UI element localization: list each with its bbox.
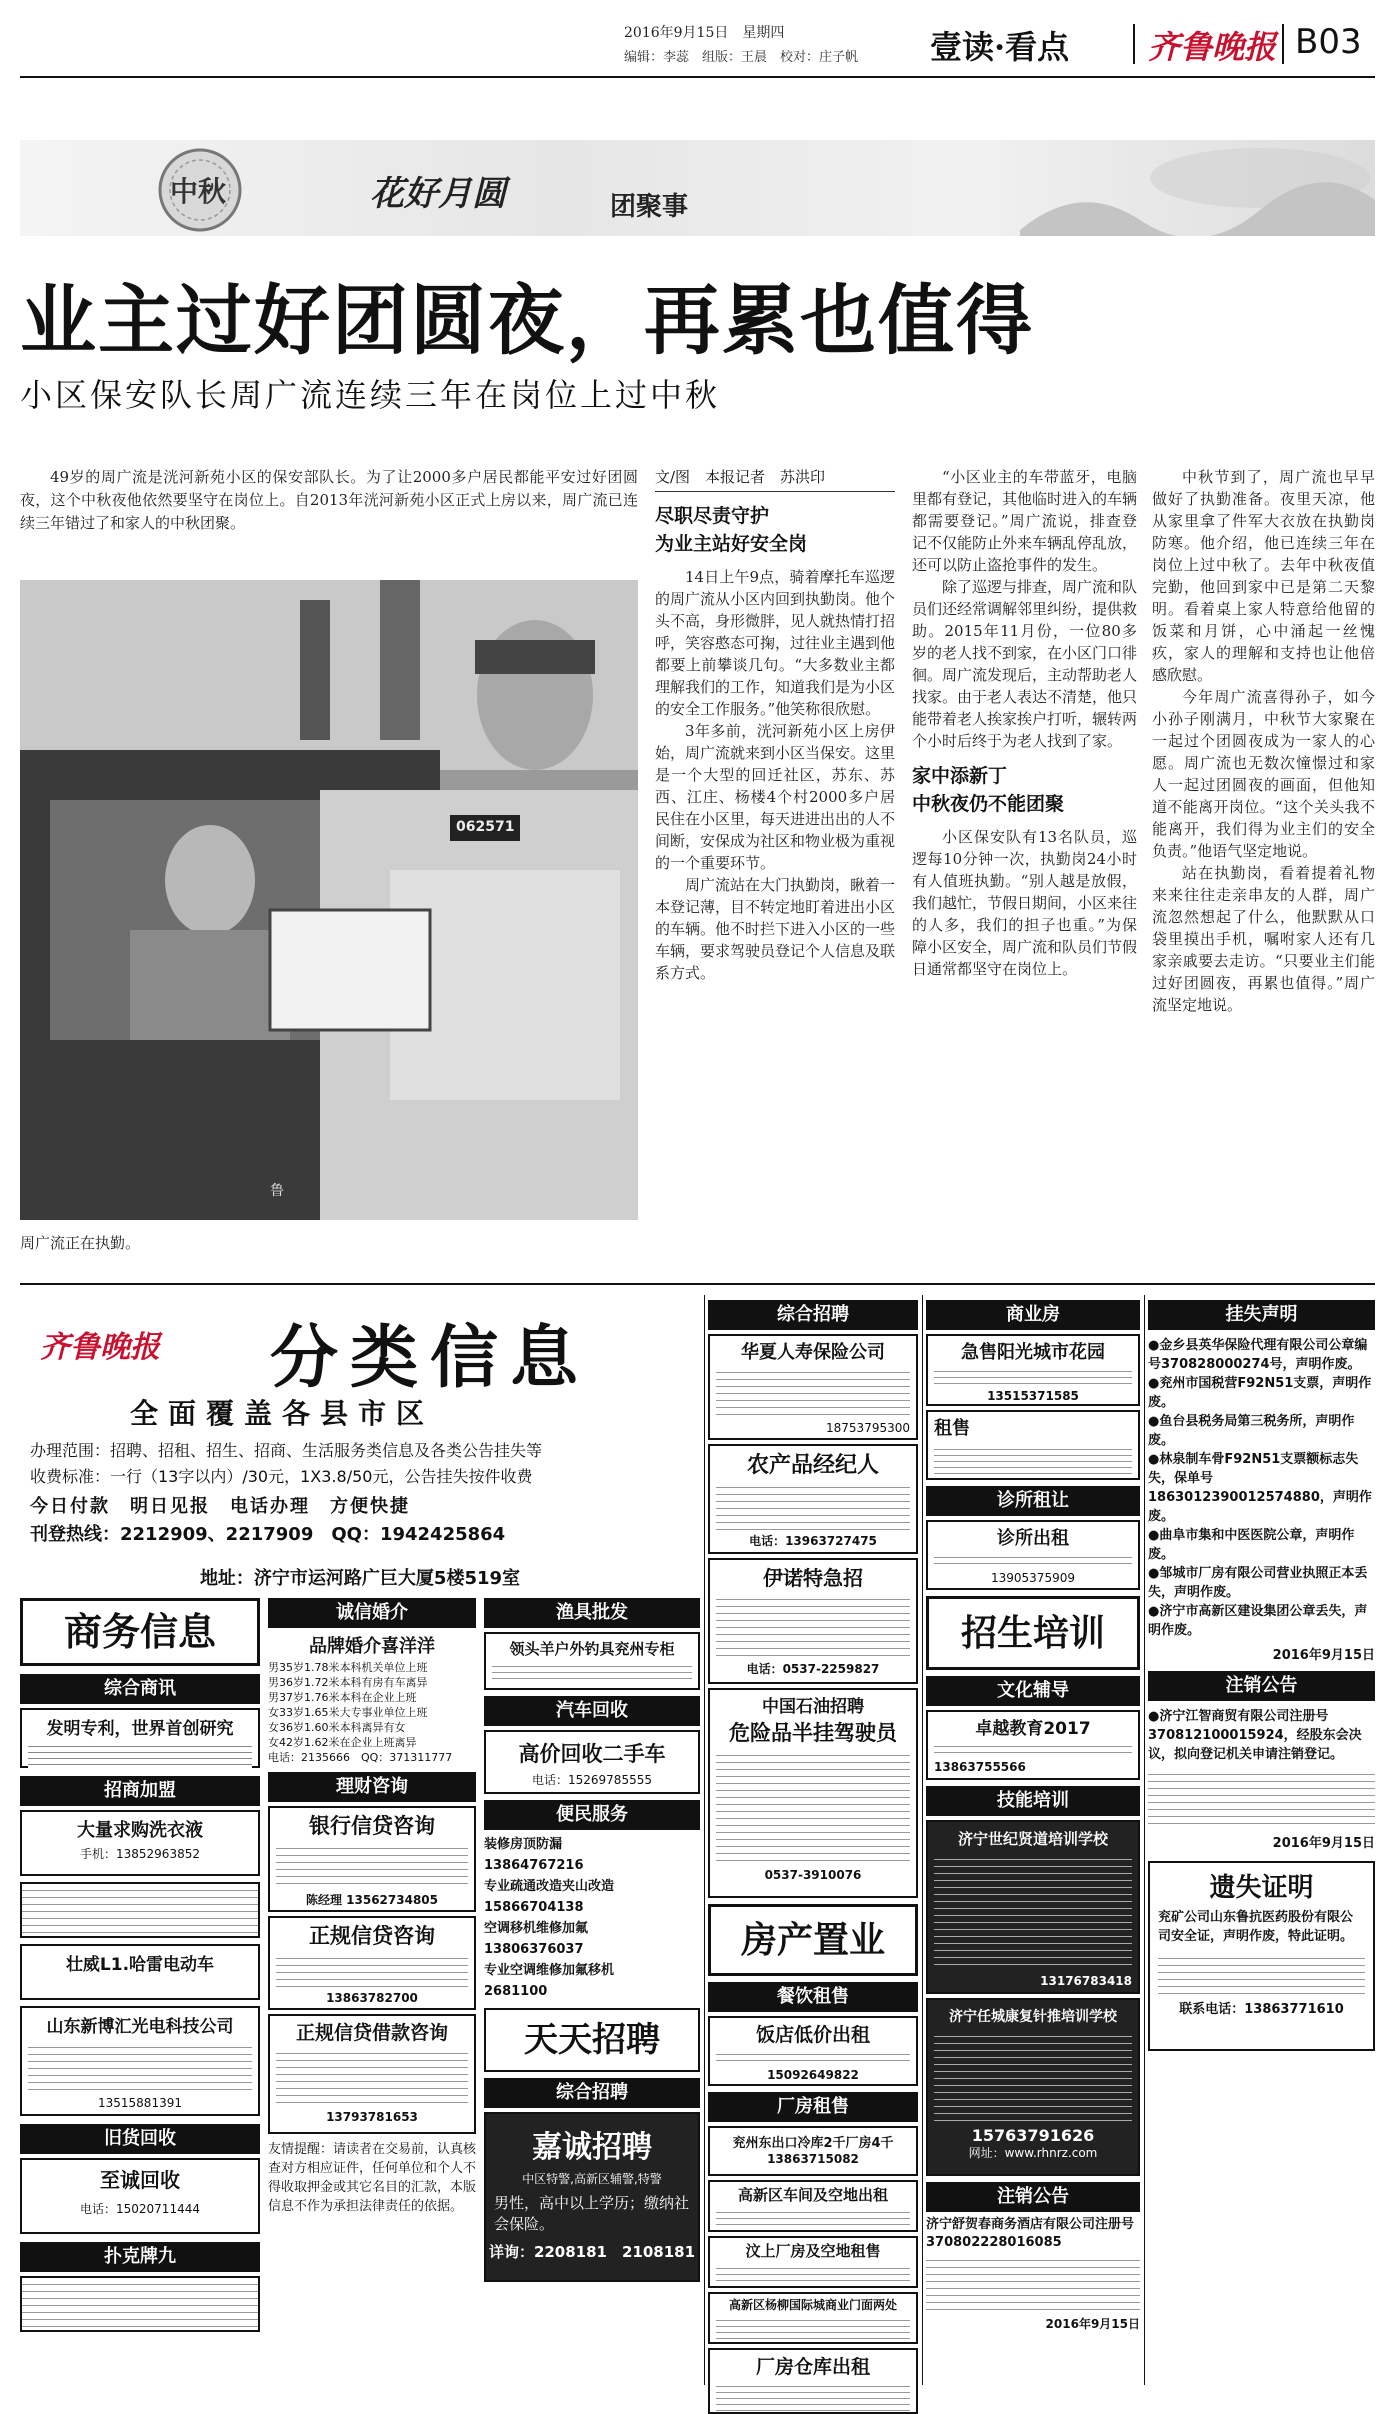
lead-paragraph: 49岁的周广流是洸河新苑小区的保安部队长。为了让2000多户居民都能平安过好团圆夜，这个中秋夜他依然要坚守在岗位上。自2013年洸河新苑小区正式上房以来，周广流已连续三年错过了和家人的中秋团聚。 xyxy=(20,468,638,532)
page-number: B03 xyxy=(1295,22,1362,62)
ad-phone: 0537-3910076 xyxy=(764,1868,862,1882)
lost-notice-item: ●鱼台县税务局第三税务所，声明作废。 xyxy=(1148,1414,1355,1448)
ad-subtitle: 中区特警,高新区辅警,特警 xyxy=(522,2172,662,2186)
ad-phone: 13905375909 xyxy=(991,1571,1075,1585)
fangchan-box xyxy=(708,1904,918,1976)
ad-fine-print xyxy=(276,1842,468,1890)
ad-title: 发明专利，世界首创研究 xyxy=(46,1719,234,1739)
ad-phone: 13176783418 xyxy=(1040,1974,1132,1988)
ad-item xyxy=(268,1806,476,1912)
ad-fine-print xyxy=(716,2263,910,2283)
category-header: 理财咨询 xyxy=(268,1772,476,1802)
ad-title: 嘉诚招聘 xyxy=(532,2130,652,2165)
tiantian-title: 天天招聘 xyxy=(524,2020,660,2060)
plate-text: 鲁 xyxy=(270,1183,284,1199)
section-title: 壹读·看点 xyxy=(930,28,1070,66)
ad-item xyxy=(708,1558,918,1684)
ad-title: 急售阳光城市花园 xyxy=(961,1342,1105,1363)
ad-item xyxy=(708,1444,918,1554)
category-header: 扑克牌九 xyxy=(20,2242,260,2272)
ad-title: 农产品经纪人 xyxy=(746,1453,879,1478)
col4-paragraph: 今年周广流喜得孙子，如今小孙子刚满月，中秋节大家聚在一起过个团圆夜成为一家人的心愿。周广流也无数次憧憬过和家人一起过团圆夜的画面，但他知道不能离开岗位。“这个关头我不能离开，我们得为业主们的安全负责。”他语气坚定地说。 xyxy=(1152,688,1375,860)
ad-item xyxy=(20,2158,260,2234)
ad-item xyxy=(926,1520,1140,1590)
ad-title: 厂房仓库出租 xyxy=(755,2356,870,2378)
match-item: 男37岁1.76米本科在企业上班 xyxy=(268,1691,417,1704)
ad-title: 饭店低价出租 xyxy=(755,2024,870,2046)
ad-title: 济宁世纪贤道培训学校 xyxy=(957,1830,1108,1848)
category-header: 综合招聘 xyxy=(708,1300,918,1330)
badge-number: 062571 xyxy=(456,819,515,835)
lost-notice-item: ●邹城市厂房有限公司营业执照正本丢失，声明作废。 xyxy=(1148,1566,1368,1600)
ad-phone: 13793781653 xyxy=(326,2110,418,2124)
slogan: 今日付款 明日见报 电话办理 方便快捷 xyxy=(30,1496,410,1517)
ad-fine-print xyxy=(716,1481,910,1531)
festival-banner xyxy=(20,140,1375,236)
brand-logo: 齐鲁晚报 xyxy=(40,1330,160,1365)
ad-title: 壮威L1.哈雷电动车 xyxy=(65,1955,215,1975)
category-header: 综合商讯 xyxy=(20,1674,260,1704)
shangwu-title: 商务信息 xyxy=(63,1609,216,1654)
ad-title: 银行信贷咨询 xyxy=(309,1814,435,1838)
ad-column-5 xyxy=(926,1300,1140,2336)
ad-column-4 xyxy=(708,1300,918,2414)
logo-text: 中秋 xyxy=(170,175,227,208)
ad-fine-print xyxy=(716,1593,910,1659)
ad-fine-print xyxy=(716,2207,910,2227)
ad-phone: 电话：13963727475 xyxy=(749,1534,877,1548)
ad-item xyxy=(926,2216,1140,2336)
article-column-4 xyxy=(1152,466,1375,1016)
ad-title: 高新区车间及空地出租 xyxy=(737,2186,888,2204)
service-item: 专业空调维修加氟移机 xyxy=(484,1963,615,1978)
ad-fine-print xyxy=(492,1661,692,1681)
category-header: 招商加盟 xyxy=(20,1776,260,1806)
shangwu-box xyxy=(20,1598,260,1666)
column-divider xyxy=(922,1295,923,2385)
col4-paragraph: 中秋节到了，周广流也早早做好了执勤准备。夜里天凉，他从家里拿了件军大衣放在执勤岗防寒。他介绍，他已连续三年在岗位上过中秋了。去年中秋夜值完勤，他回到家中已是第二天黎明。看着桌上家人特意给他留的饭菜和月饼，心中涌起一丝愧疚，家人的理解和支持也让他倍感欣慰。 xyxy=(1152,468,1375,684)
paper-logo: 齐鲁晚报 xyxy=(1148,28,1277,66)
category-header: 综合招聘 xyxy=(484,2078,700,2108)
ad-item xyxy=(926,1334,1140,1406)
ad-phone: 电话：15269785555 xyxy=(532,1773,652,1787)
service-item: 空调移机维修加氟 xyxy=(484,1921,589,1936)
ad-phone: 13515881391 xyxy=(98,2096,182,2110)
match-item: 女36岁1.60米本科离异有女 xyxy=(268,1721,406,1734)
subhead-2: 家中添新丁 中秋夜仍不能团聚 xyxy=(912,765,1065,815)
ad-requirements: 男性，高中以上学历；缴纳社会保险。 xyxy=(494,2194,690,2233)
ad-title: 伊诺特急招 xyxy=(763,1566,863,1590)
ad-fine-print xyxy=(926,2254,1140,2314)
lost-notice-item: ●曲阜市集和中医医院公章，声明作废。 xyxy=(1148,1528,1355,1562)
ad-phone: 13515371585 xyxy=(987,1389,1079,1403)
lost-notice-item: ●金乡县英华保险代理有限公司公章编号370828000274号，声明作废。 xyxy=(1148,1338,1368,1372)
col3-paragraph: 除了巡逻与排查，周广流和队员们还经常调解邻里纠纷，提供救助。2015年11月份，一位80多岁的老人找不到家，在小区门口徘徊。周广流发现后，主动帮助老人找家。由于老人表达不清楚，他只能带着老人挨家挨户打听，辗转两个小时后终于为老人找到了家。 xyxy=(912,578,1138,750)
ad-fine-print xyxy=(934,1444,1132,1476)
match-item: 女33岁1.65米大专事业单位上班 xyxy=(268,1706,428,1719)
banner-title: 花好月圆 xyxy=(370,174,506,214)
category-header: 文化辅导 xyxy=(926,1676,1140,1706)
ad-phone: 13863715082 xyxy=(767,2152,859,2166)
ad-fine-print xyxy=(28,1741,252,1769)
classifieds-title: 分类信息 xyxy=(270,1318,591,1398)
ad-notice: 济宁舒贺春商务酒店有限公司注册号370802228016085 xyxy=(926,2217,1135,2250)
category-header: 注销公告 xyxy=(1148,1671,1375,1701)
ad-phone: 13863782700 xyxy=(326,1991,418,2005)
category-header: 注销公告 xyxy=(926,2182,1140,2212)
column-divider xyxy=(1144,1295,1145,2385)
lost-notice-item: ●林泉制车骨F92N51支票额标志失失，保单号1863012390012574880，声明作废。 xyxy=(1148,1452,1372,1524)
photo-scene xyxy=(20,580,638,1220)
subheadline: 小区保安队长周广流连续三年在岗位上过中秋 xyxy=(20,376,721,414)
col2-paragraph: 周广流站在大门执勤岗，瞅着一本登记薄，目不转定地盯着进出小区的车辆。他不时拦下进入小区的一些车辆，要求驾驶员登记个人信息及联系方式。 xyxy=(655,876,896,982)
coverage: 全面覆盖各县市区 xyxy=(130,1397,435,1430)
category-header: 技能培训 xyxy=(926,1786,1140,1816)
ad-item xyxy=(20,1708,260,1768)
ad-title: 至诚回收 xyxy=(100,2168,180,2192)
tiantian-box xyxy=(484,2008,700,2072)
ad-phone: 电话：15020711444 xyxy=(80,2202,200,2216)
byline: 文/图 本报记者 苏洪印 xyxy=(655,466,895,492)
ad-fine-print xyxy=(28,2041,252,2091)
ad-item-dark xyxy=(926,1998,1140,2176)
ad-item xyxy=(708,2348,918,2414)
ad-column-6 xyxy=(1148,1300,1375,2051)
ad-title: 正规信贷借款咨询 xyxy=(295,2022,448,2044)
ad-fine-print xyxy=(716,2315,910,2339)
ad-item-fineprint xyxy=(20,1882,260,1938)
ad-title: 高新区杨柳国际城商业门面两处 xyxy=(728,2298,897,2312)
service-item: 专业疏通改造夹山改造 xyxy=(484,1879,615,1894)
lost-notice-list xyxy=(1148,1336,1375,1640)
proof-title: 遗失证明 xyxy=(1209,1873,1314,1903)
category-header: 渔具批发 xyxy=(484,1598,700,1628)
match-item: 女42岁1.62米在企业上班离异 xyxy=(268,1736,417,1749)
header-divider xyxy=(1133,24,1135,64)
classifieds-rule xyxy=(20,1283,1375,1285)
ad-item xyxy=(708,2236,918,2288)
cancel-fine-print xyxy=(1148,1768,1375,1828)
ad-title: 正规信贷咨询 xyxy=(309,1924,435,1948)
ad-title: 租售 xyxy=(934,1418,970,1439)
ad-item xyxy=(268,1916,476,2010)
ad-item xyxy=(926,1710,1140,1780)
ad-item xyxy=(484,1632,700,1690)
col3-paragraph: 小区保安队有13名队员，巡逻每10分钟一次，执勤岗24小时有人值班执勤。“别人越是放假，我们越忙，节假日期间，小区来往的人多，我们的担子也重。”为保障小区安全，周广流和队员们节假日通常都坚守在岗位上。 xyxy=(912,828,1138,978)
ad-item xyxy=(708,2292,918,2344)
category-header: 商业房 xyxy=(926,1300,1140,1330)
match-list xyxy=(268,1660,476,1750)
address: 地址：济宁市运河路广巨大厦5楼519室 xyxy=(199,1568,521,1589)
scope: 办理范围：招聘、招租、招生、招商、生活服务类信息及各类公告挂失等 xyxy=(30,1441,543,1460)
ad-column-2 xyxy=(268,1598,476,2216)
ad-title: 华夏人寿保险公司 xyxy=(741,1342,885,1363)
proof-text: 兖矿公司山东鲁抗医药股份有限公司安全证，声明作废，特此证明。 xyxy=(1158,1910,1354,1944)
proof-fine-print xyxy=(1158,1952,1365,1996)
category-header: 挂失声明 xyxy=(1148,1300,1375,1330)
ad-title: 济宁任城康复针推培训学校 xyxy=(949,2009,1117,2025)
zhaosheng-title: 招生培训 xyxy=(960,1612,1105,1654)
category-header: 诊所租让 xyxy=(926,1486,1140,1516)
ad-fine-print xyxy=(934,1552,1132,1568)
ad-phone: 详询：2208181 2108181 xyxy=(488,2243,696,2261)
ad-fine-print xyxy=(276,2047,468,2107)
moon-scenery xyxy=(1020,140,1375,236)
service-item: 13806376037 xyxy=(484,1942,584,1957)
fee: 收费标准：一行（13字以内）/30元，1X3.8/50元，公告挂失按件收费 xyxy=(30,1467,533,1486)
header-rule xyxy=(20,76,1375,78)
service-item: 2681100 xyxy=(484,1984,548,1999)
category-header: 便民服务 xyxy=(484,1800,700,1830)
ad-fine-print xyxy=(934,1741,1132,1757)
notice-date: 2016年9月15日 xyxy=(1272,1648,1375,1663)
ad-fine-print xyxy=(934,2030,1132,2122)
ad-phone: 陈经理 13562734805 xyxy=(305,1893,439,1907)
ad-item xyxy=(268,2014,476,2134)
proof-phone: 联系电话：13863771610 xyxy=(1179,2002,1344,2017)
ad-item-dark xyxy=(484,2112,700,2282)
notice-date: 2016年9月15日 xyxy=(1272,1836,1375,1851)
issue-date: 2016年9月15日 星期四 xyxy=(624,25,785,41)
ad-item-fineprint xyxy=(20,2276,260,2332)
editor-credits: 编辑：李蕊 组版：王晨 校对：庄子帆 xyxy=(624,50,859,65)
ad-title: 诊所出租 xyxy=(997,1528,1069,1549)
ad-item xyxy=(708,1334,918,1440)
ad-fine-print xyxy=(716,1366,910,1418)
ad-column-1 xyxy=(20,1674,260,2332)
proof-box xyxy=(1148,1861,1375,2051)
service-list xyxy=(484,1834,700,2002)
banner-sub: 团聚事 xyxy=(610,192,689,222)
ad-phone: 电话：2135666 QQ：371311777 xyxy=(268,1751,453,1764)
category-header: 厂房租售 xyxy=(708,2092,918,2122)
ad-title: 领头羊户外钓具兖州专柜 xyxy=(509,1640,675,1658)
category-header: 诚信婚介 xyxy=(268,1598,476,1628)
column-divider xyxy=(704,1295,705,2385)
ad-title: 卓越教育2017 xyxy=(975,1719,1091,1739)
col2-paragraph: 3年多前，洸河新苑小区上房伊始，周广流就来到小区当保安。这里是一个大型的回迁社区，苏东、苏西、江庄、杨楼4个村2000多户居民住在小区里，每天进进出出的人不间断，安保成为社区和物业极为重视的一个重要环节。 xyxy=(655,722,896,872)
ad-item xyxy=(708,2016,918,2086)
category-header: 旧货回收 xyxy=(20,2124,260,2154)
ad-fine-print xyxy=(934,1366,1132,1386)
service-item: 装修房顶防漏 xyxy=(484,1837,563,1852)
header-divider-2 xyxy=(1282,24,1284,64)
ad-fine-print xyxy=(716,2381,910,2411)
match-item: 男35岁1.78米本科机关单位上班 xyxy=(268,1661,428,1674)
headline: 业主过好团圆夜，再累也值得 xyxy=(20,276,1034,365)
ad-phone: 手机：13852963852 xyxy=(80,1847,200,1861)
ad-item-dark xyxy=(926,1820,1140,1994)
ad-item xyxy=(20,1944,260,2000)
warning-note: 友情提醒：请读者在交易前，认真核查对方相应证件，任何单位和个人不得收取押金或其它名目的汇款，本版信息不作为承担法律责任的依据。 xyxy=(268,2142,477,2214)
lost-notice-item: ●兖州市国税营F92N51支票，声明作废。 xyxy=(1148,1376,1372,1410)
ad-date: 2016年9月15日 xyxy=(1045,2317,1140,2331)
zhaosheng-box xyxy=(926,1596,1140,1670)
ad-item xyxy=(708,2180,918,2232)
article-photo xyxy=(20,580,638,1220)
subhead-1: 尽职尽责守护 为业主站好安全岗 xyxy=(655,505,808,555)
ad-column-3 xyxy=(484,1598,700,2282)
cancel-notice: ●济宁江智商贸有限公司注册号370812100015924，经股东会决议，拟向登记机关申请注销登记。 xyxy=(1148,1709,1362,1762)
photo-caption: 周广流正在执勤。 xyxy=(20,1234,141,1252)
ad-phone: 13863755566 xyxy=(934,1760,1026,1774)
ad-item xyxy=(484,1730,700,1794)
ad-item xyxy=(708,1688,918,1898)
ad-title: 大量求购洗衣液 xyxy=(77,1820,203,1841)
col2-paragraph: 14日上午9点，骑着摩托车巡逻的周广流从小区内回到执勤岗。他个头不高，身形微胖，见人就热情打招呼，笑容憨态可掬，过往业主遇到他都要上前攀谈几句。“大多数业主都理解我们的工作，知道我们是为小区的安全工作服务。”他笑称很欣慰。 xyxy=(655,568,896,718)
match-item: 男36岁1.72米本科有房有车离异 xyxy=(268,1676,428,1689)
lost-notice-item: ●济宁市高新区建设集团公章丢失，声明作废。 xyxy=(1148,1604,1368,1638)
ad-title: 品牌婚介喜洋洋 xyxy=(309,1636,435,1657)
ad-fine-print xyxy=(716,2049,910,2065)
col3-paragraph: “小区业主的车带蓝牙，电脑里都有登记，其他临时进入的车辆都需要登记。”周广流说，排查登记不仅能防止外来车辆乱停乱放，还可以防止盗抢事件的发生。 xyxy=(912,468,1138,574)
ad-phone: 18753795300 xyxy=(826,1421,910,1435)
ad-title: 中国石油招聘 xyxy=(762,1697,864,1717)
ad-phone: 15092649822 xyxy=(767,2068,859,2082)
category-header: 餐饮租售 xyxy=(708,1982,918,2012)
fangchan-title: 房产置业 xyxy=(740,1919,885,1961)
ad-item xyxy=(926,1410,1140,1480)
ad-title: 兖州东出口冷库2千厂房4千 xyxy=(732,2136,894,2151)
ad-phone: 电话：0537-2259827 xyxy=(746,1662,880,1676)
col4-paragraph: 站在执勤岗，看着提着礼物来来往往走亲串友的人群，周广流忽然想起了什么，他默默从口袋里摸出手机，嘱咐家人还有几家亲戚要去走访。“只要业主们能过好团圆夜，再累也值得。”周广流坚定地说。 xyxy=(1152,864,1375,1014)
ad-fine-print xyxy=(934,1853,1132,1969)
article-column-3 xyxy=(912,466,1137,980)
category-header: 汽车回收 xyxy=(484,1696,700,1726)
service-item: 15866704138 xyxy=(484,1900,584,1915)
ad-phone: 15763791626 xyxy=(971,2126,1095,2145)
ad-item xyxy=(20,1810,260,1876)
ad-title: 山东新博汇光电科技公司 xyxy=(46,2017,234,2037)
ad-fine-print xyxy=(276,1952,468,1988)
ad-item xyxy=(20,2006,260,2116)
classifieds-masthead xyxy=(20,1300,700,1560)
service-item: 13864767216 xyxy=(484,1858,584,1873)
ad-item xyxy=(708,2126,918,2176)
article-column-2 xyxy=(655,466,895,984)
ad-fine-print xyxy=(716,1749,910,1865)
ad-title: 高价回收二手车 xyxy=(518,1742,666,1766)
ad-title: 汶上厂房及空地租售 xyxy=(745,2242,881,2260)
article-lead xyxy=(20,466,638,535)
hotline: 刊登热线：2212909、2217909 QQ：1942425864 xyxy=(30,1524,506,1545)
ad-subtitle: 危险品半挂驾驶员 xyxy=(729,1721,897,1745)
ad-website: 网址：www.rhnrz.com xyxy=(968,2146,1098,2160)
